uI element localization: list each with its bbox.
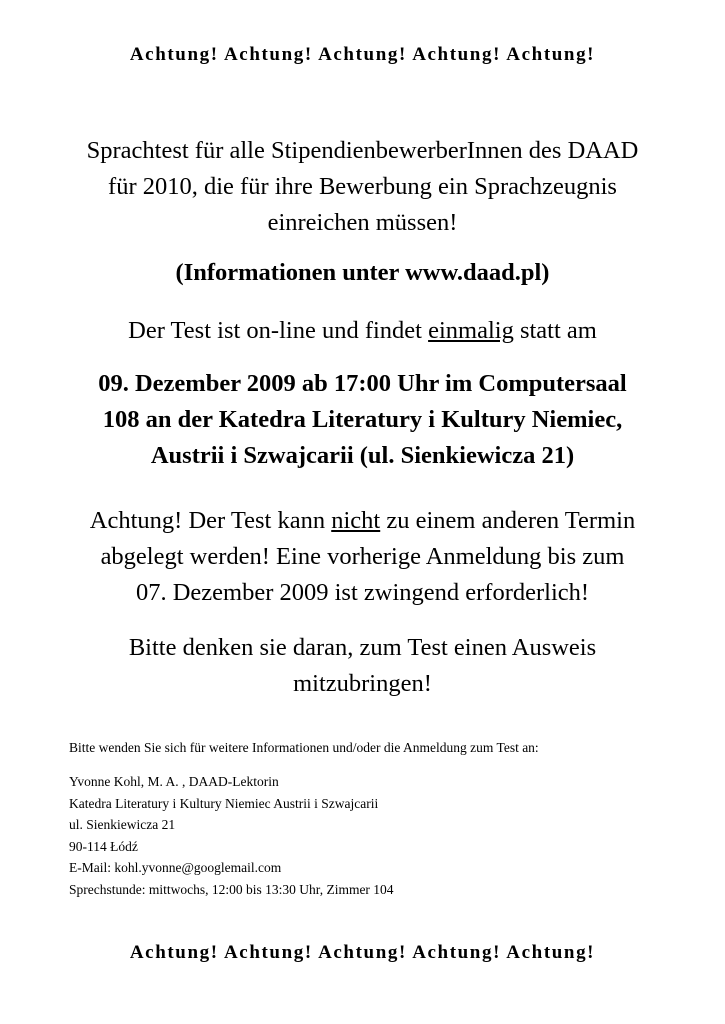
test-emphasis: einmalig <box>428 317 514 344</box>
date-line: Austrii i Szwajcarii (ul. Sienkiewicza 21) <box>150 442 575 469</box>
date-line: 09. Dezember 2009 ab 17:00 Uhr im Computersaal <box>98 370 627 397</box>
contact-name: Yvonne Kohl, M. A. , DAAD-Lektorin <box>69 774 279 789</box>
intro-line: für 2010, die für ihre Bewerbung ein Sprachzeugnis <box>108 173 617 200</box>
attention-banner-top: Achtung! Achtung! Achtung! Achtung! Achtung! <box>129 44 596 65</box>
warning-text-before: Achtung! Der Test kann <box>89 507 332 534</box>
attention-banner-bottom: Achtung! Achtung! Achtung! Achtung! Achtung! <box>129 942 596 963</box>
test-text-after: statt am <box>513 317 597 344</box>
test-text-before: Der Test ist on-line und findet <box>128 317 429 344</box>
contact-hours: Sprechstunde: mittwochs, 12:00 bis 13:30 Uhr, Zimmer 104 <box>69 881 394 897</box>
intro-paragraph <box>40 133 685 241</box>
contact-street: ul. Sienkiewicza 21 <box>69 817 176 832</box>
warning-emphasis: nicht <box>331 507 381 534</box>
warning-paragraph <box>40 503 685 611</box>
contact-email: E-Mail: kohl.yvonne@googlemail.com <box>69 860 282 875</box>
reminder-line: mitzubringen! <box>293 670 432 697</box>
info-line: (Informationen unter www.daad.pl) <box>175 259 550 286</box>
date-line: 108 an der Katedra Literatury i Kultury Niemiec, <box>102 406 623 433</box>
contact-details <box>69 771 394 900</box>
date-location-block <box>40 366 685 474</box>
warning-line <box>40 503 685 539</box>
warning-line: 07. Dezember 2009 ist zwingend erforderlich! <box>135 579 590 606</box>
contact-intro: Bitte wenden Sie sich für weitere Informationen und/oder die Anmeldung zum Test an: <box>69 740 539 755</box>
intro-line: einreichen müssen! <box>267 209 458 236</box>
reminder-line: Bitte denken sie daran, zum Test einen Ausweis <box>128 634 597 661</box>
warning-text-after: zu einem anderen Termin <box>380 507 636 534</box>
intro-line: Sprachtest für alle StipendienbewerberInnen des DAAD <box>86 137 639 164</box>
reminder-paragraph <box>40 630 685 702</box>
contact-city: 90-114 Łódź <box>69 838 138 854</box>
contact-department: Katedra Literatury i Kultury Niemiec Austrii i Szwajcarii <box>69 795 379 811</box>
warning-line: abgelegt werden! Eine vorherige Anmeldung bis zum <box>100 543 625 570</box>
test-announcement <box>40 313 685 349</box>
